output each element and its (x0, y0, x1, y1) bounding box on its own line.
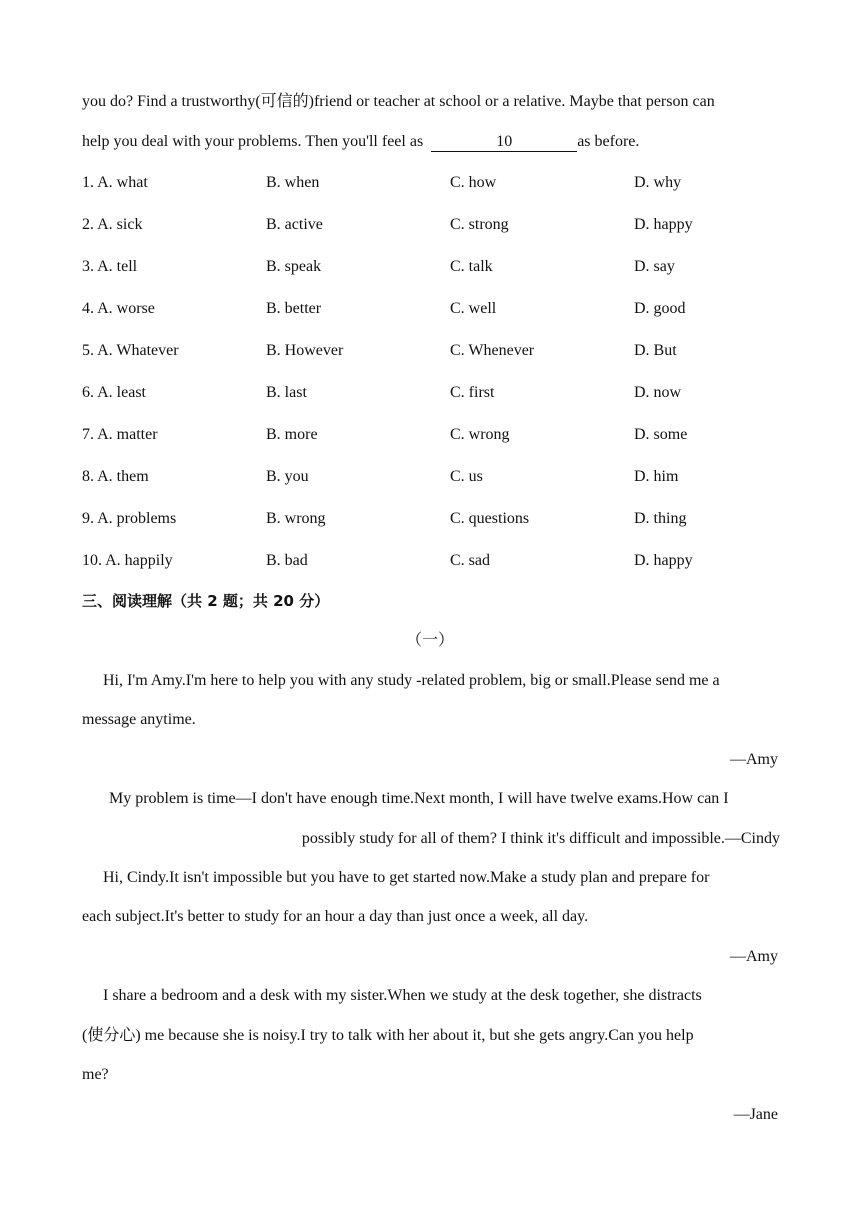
option-a: 2. A. sick (82, 216, 143, 233)
option-d: D. say (634, 258, 675, 275)
option-a: 1. A. what (82, 174, 148, 191)
jane-message-line-2: (使分心) me because she is noisy.I try to talk with her about it, but she gets angry.Can you help (82, 1027, 694, 1044)
option-d: D. But (634, 342, 677, 359)
option-a: 6. A. least (82, 384, 146, 401)
amy-reply-line-2: each subject.It's better to study for an hour a day than just once a week, all day. (82, 908, 589, 925)
option-b: B. you (266, 468, 309, 485)
option-c: C. us (450, 468, 483, 485)
option-c: C. sad (450, 552, 490, 569)
option-a: 10. A. happily (82, 552, 173, 569)
option-d: D. thing (634, 510, 687, 527)
option-a: 7. A. matter (82, 426, 158, 443)
passage-line-1: you do? Find a trustworthy(可信的)friend or teacher at school or a relative. Maybe that person can (82, 93, 715, 110)
option-d: D. happy (634, 216, 693, 233)
option-c: C. wrong (450, 426, 510, 443)
option-d: D. why (634, 174, 682, 191)
option-d: D. good (634, 300, 686, 317)
option-b: B. better (266, 300, 322, 317)
jane-message-line-1: I share a bedroom and a desk with my sister.When we study at the desk together, she distracts (103, 987, 702, 1004)
option-d: D. happy (634, 552, 693, 569)
option-a: 8. A. them (82, 468, 149, 485)
option-a: 5. A. Whatever (82, 342, 179, 359)
amy-message-line-1: Hi, I'm Amy.I'm here to help you with any study -related problem, big or small.Please send me a (103, 672, 720, 689)
option-a: 4. A. worse (82, 300, 155, 317)
option-c: C. Whenever (450, 342, 535, 359)
option-c: C. questions (450, 510, 530, 527)
option-c: C. well (450, 300, 497, 317)
option-d: D. now (634, 384, 682, 401)
cindy-message-line-2: possibly study for all of them? I think it's difficult and impossible.—Cindy (301, 830, 780, 847)
option-c: C. how (450, 174, 497, 191)
signature-jane: —Jane (733, 1106, 778, 1123)
option-b: B. more (266, 426, 318, 443)
section-heading: 三、阅读理解（共 2 题；共 20 分） (82, 592, 330, 610)
jane-message-line-3: me? (82, 1066, 109, 1083)
option-b: B. wrong (266, 510, 326, 527)
passage-line-2 (82, 132, 639, 152)
cindy-message-line-1: My problem is time—I don't have enough time.Next month, I will have twelve exams.How can I (109, 790, 729, 807)
passage-line-2-end: as before. (577, 133, 640, 150)
option-c: C. talk (450, 258, 493, 275)
option-d: D. some (634, 426, 688, 443)
option-d: D. him (634, 468, 679, 485)
option-b: B. However (266, 342, 344, 359)
signature-amy-2: —Amy (730, 948, 778, 965)
passage-line-2-text: help you deal with your problems. Then you'll feel as (82, 133, 424, 150)
option-c: C. first (450, 384, 495, 401)
option-a: 9. A. problems (82, 510, 177, 527)
signature-amy: —Amy (730, 751, 778, 768)
option-b: B. last (266, 384, 307, 401)
option-b: B. active (266, 216, 323, 233)
option-a: 3. A. tell (82, 258, 138, 275)
option-b: B. speak (266, 258, 322, 275)
option-c: C. strong (450, 216, 509, 233)
blank-10: 10 (431, 133, 577, 152)
option-b: B. when (266, 174, 320, 191)
amy-reply-line-1: Hi, Cindy.It isn't impossible but you have to get started now.Make a study plan and prepare for (103, 869, 710, 886)
section-subheading: （一） (405, 632, 454, 649)
amy-message-line-2: message anytime. (82, 711, 196, 728)
option-b: B. bad (266, 552, 308, 569)
